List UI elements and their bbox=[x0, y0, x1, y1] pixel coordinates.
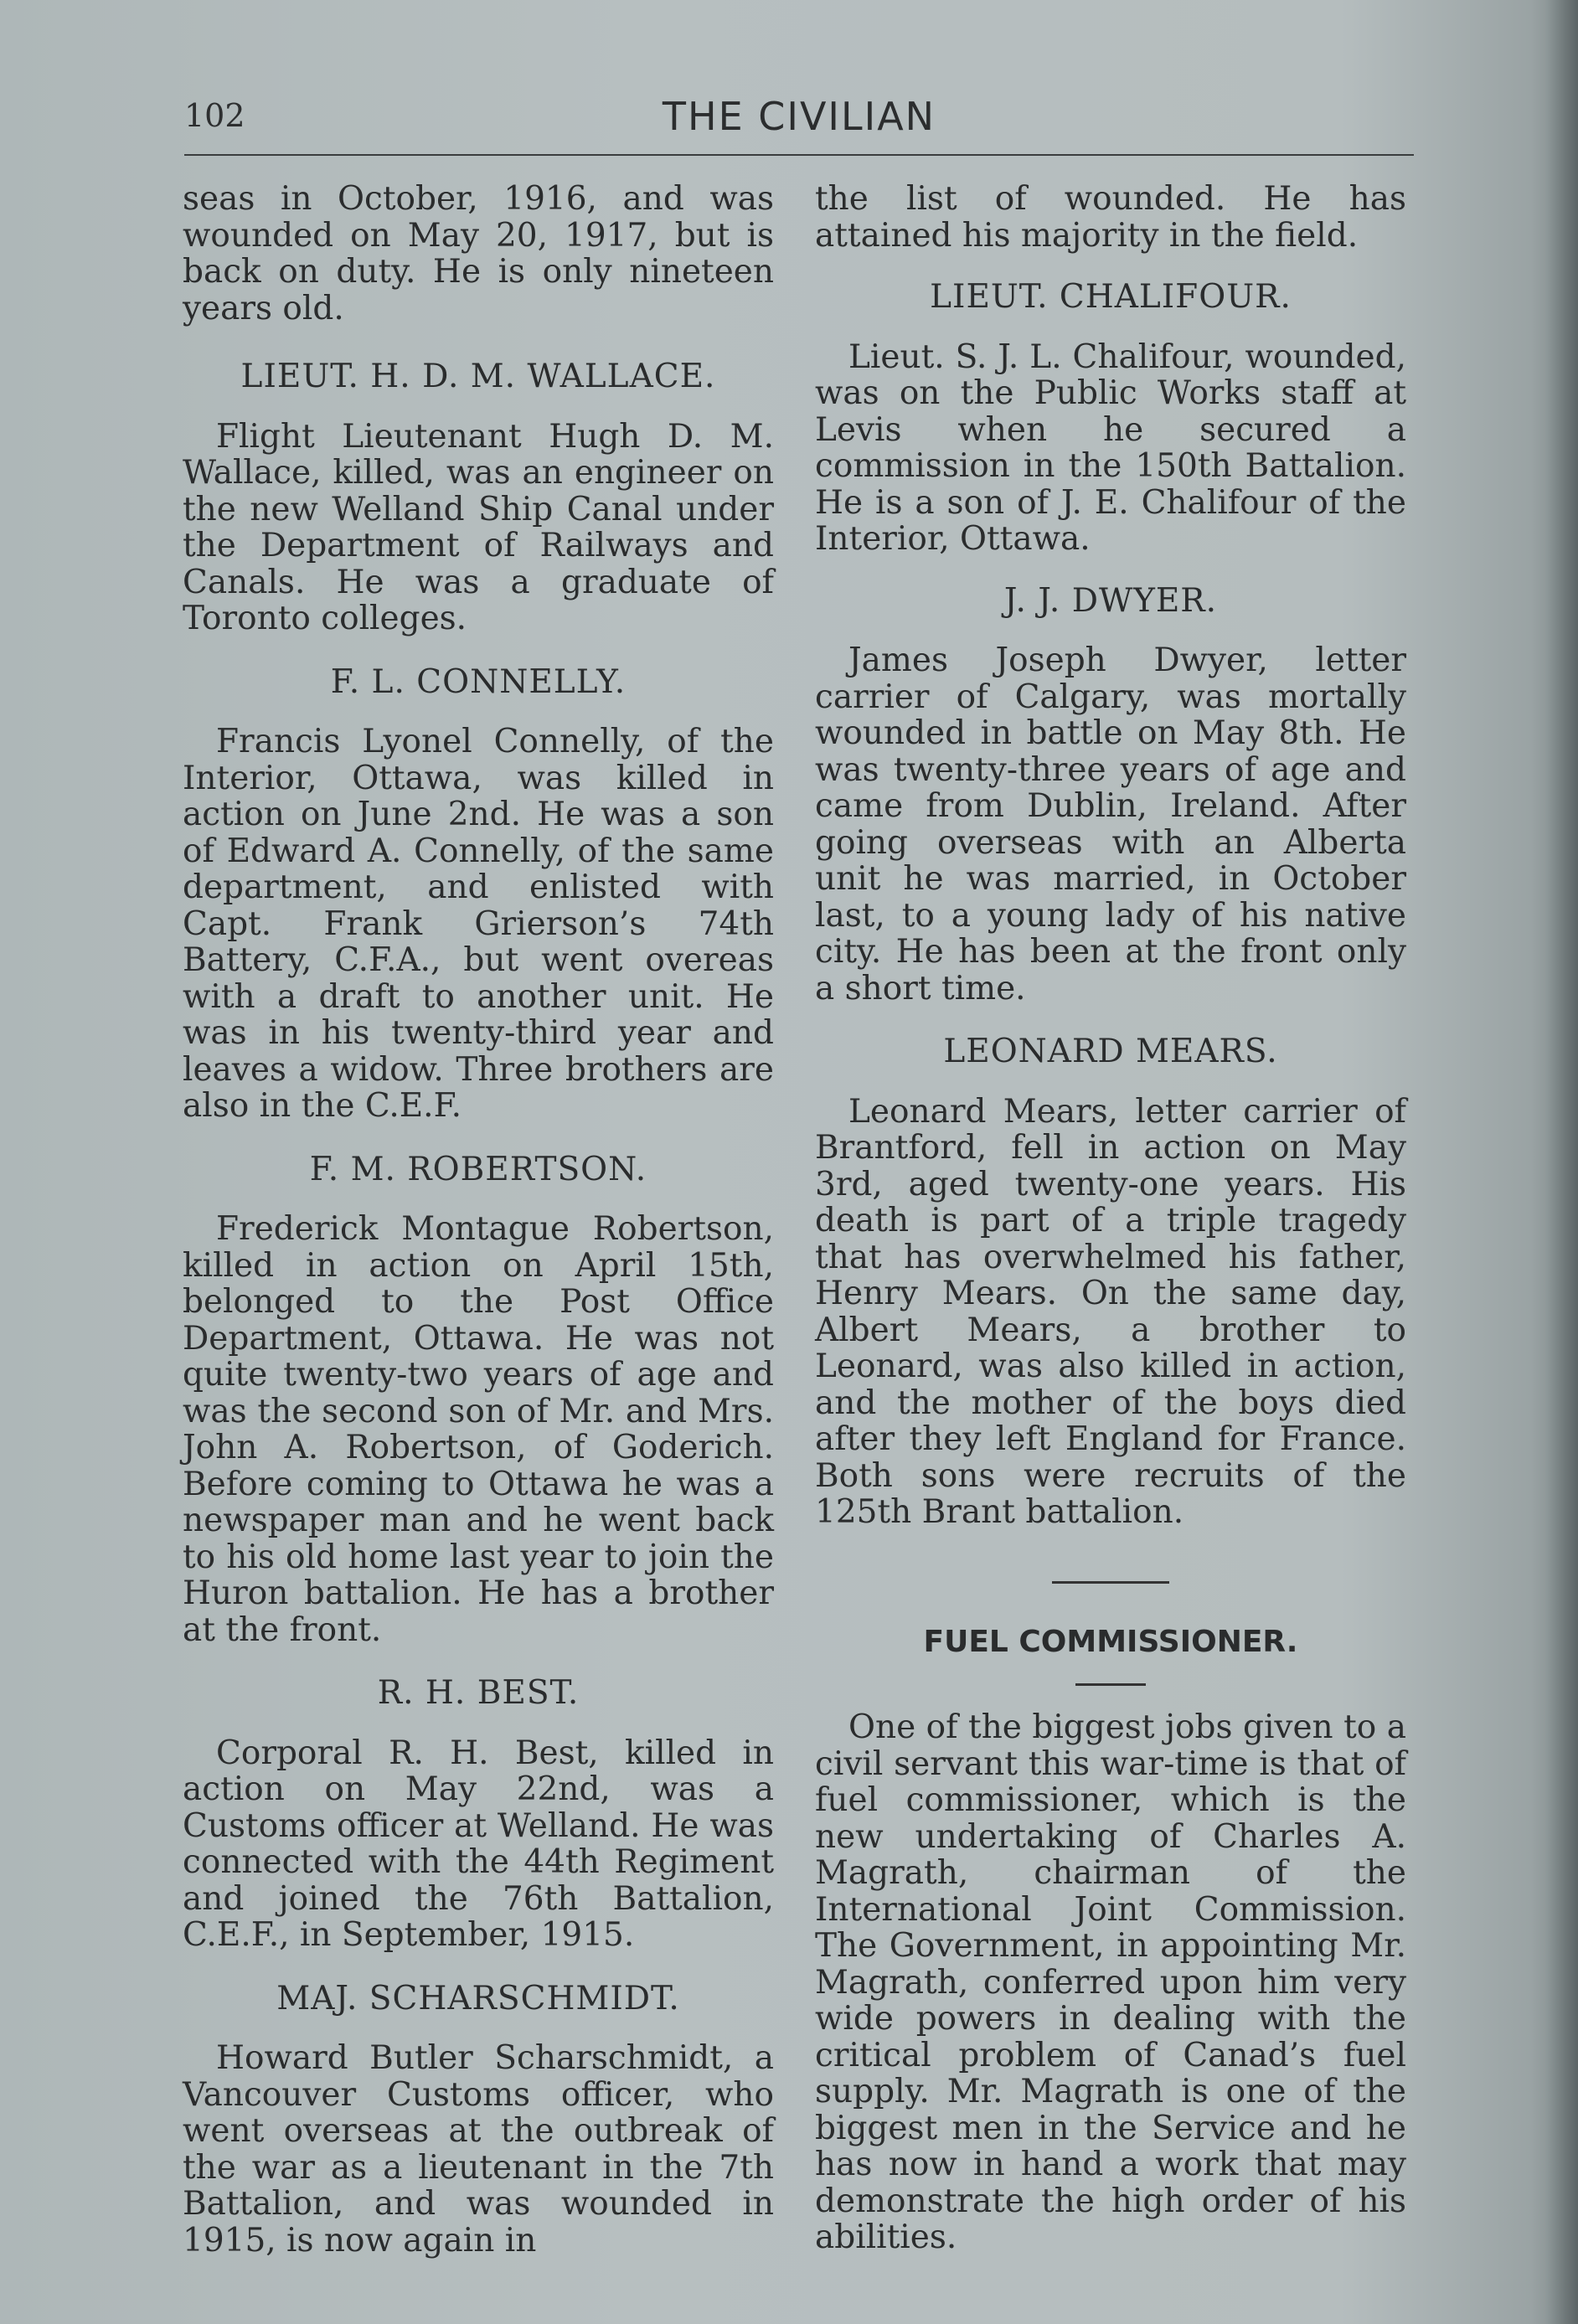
article-fuel-commissioner: One of the biggest jobs given to a civil servant this war-time is that of fuel commissioner, which is the new undertaking of Charles A. Magrath, chairman of the International Joint Commission. The Government, in appointing Mr. Magrath, conferred upon him very wide powers in dealing with the critical problem of Canad’s fuel supply. Mr. Magrath is one of the biggest men in the Service and he has now in hand a work that may demonstrate the high order of his abilities. bbox=[815, 1708, 1406, 2256]
heading-best: R. H. BEST. bbox=[377, 1674, 580, 1712]
heading-wallace: LIEUT. H. D. M. WALLACE. bbox=[240, 358, 716, 395]
heading-scharschmidt: MAJ. SCHARSCHMIDT. bbox=[276, 1979, 680, 2017]
page-binding-edge bbox=[1546, 0, 1578, 2324]
right-column bbox=[815, 181, 1406, 2256]
header-rule bbox=[184, 154, 1414, 156]
page-header bbox=[184, 90, 1414, 149]
article-robertson: Frederick Montague Robertson, killed in action on April 15th, belonged to the Post Office Department, Ottawa. He was not quite twenty-two years of age and was the second son of Mr. and Mrs. John A. Robertson, of Goderich. Before coming to Ottawa he was a newspaper man and he went back to his old home last year to join the Huron battalion. He has a brother at the front. bbox=[183, 1210, 774, 1649]
article-connelly: Francis Lyonel Connelly, of the Interior, Ottawa, was killed in action on June 2nd. He was a son of Edward A. Connelly, of the same department, and enlisted with Capt. Frank Grierson’s 74th Battery, C.F.A., but went overeas with a draft to another unit. He was in his twenty-third year and leaves a widow. Three brothers are also in the C.E.F. bbox=[183, 723, 774, 1125]
article-continuation: the list of wounded. He has attained his majority in the field. bbox=[815, 180, 1406, 255]
left-column bbox=[183, 181, 774, 2259]
heading-underline bbox=[1075, 1683, 1146, 1686]
heading-connelly: F. L. CONNELLY. bbox=[330, 662, 627, 701]
article-mears: Leonard Mears, letter carrier of Brantford, fell in action on May 3rd, aged twenty-one years. His death is part of a triple tragedy that has overwhelmed his father, Henry Mears. On the same day, Albert Mears, a brother to Leonard, was also killed in action, and the mother of the boys died after they left England for France. Both sons were recruits of the 125th Brant battalion. bbox=[815, 1092, 1406, 1531]
article-chalifour: Lieut. S. J. L. Chalifour, wounded, was on the Public Works staff at Levis when he secured a commission in the 150th Battalion. He is a son of J. E. Chalifour of the Interior, Ottawa. bbox=[815, 338, 1406, 558]
article-wallace: Flight Lieutenant Hugh D. M. Wallace, killed, was an engineer on the new Welland Ship Canal under the Department of Railways and Canals. He was a graduate of Toronto colleges. bbox=[183, 417, 774, 637]
page-number: 102 bbox=[184, 97, 245, 134]
heading-dwyer: J. J. DWYER. bbox=[1003, 581, 1218, 620]
heading-mears: LEONARD MEARS. bbox=[943, 1033, 1278, 1070]
heading-robertson: F. M. ROBERTSON. bbox=[309, 1150, 647, 1188]
section-divider bbox=[1052, 1581, 1169, 1584]
journal-title: THE CIVILIAN bbox=[662, 94, 936, 139]
article-dwyer: James Joseph Dwyer, letter carrier of Calgary, was mortally wounded in battle on May 8th. He was twenty-three years of age and came from Dublin, Ireland. After going overseas with an Alberta unit he was married, in October last, to a young lady of his native city. He has been at the front only a short time. bbox=[815, 642, 1406, 1007]
heading-chalifour: LIEUT. CHALIFOUR. bbox=[930, 278, 1292, 316]
heading-fuel-commissioner: FUEL COMMISSIONER. bbox=[923, 1624, 1298, 1659]
article-continuation: seas in October, 1916, and was wounded on May 20, 1917, but is back on duty. He is only nineteen years old. bbox=[183, 180, 774, 327]
article-best: Corporal R. H. Best, killed in action on May 22nd, was a Customs officer at Welland. He was connected with the 44th Regiment and joined the 76th Battalion, C.E.F., in September, 1915. bbox=[183, 1734, 774, 1954]
article-scharschmidt: Howard Butler Scharschmidt, a Vancouver Customs officer, who went overseas at the outbreak of the war as a lieutenant in the 7th Battalion, and was wounded in 1915, is now again in bbox=[183, 2039, 774, 2260]
